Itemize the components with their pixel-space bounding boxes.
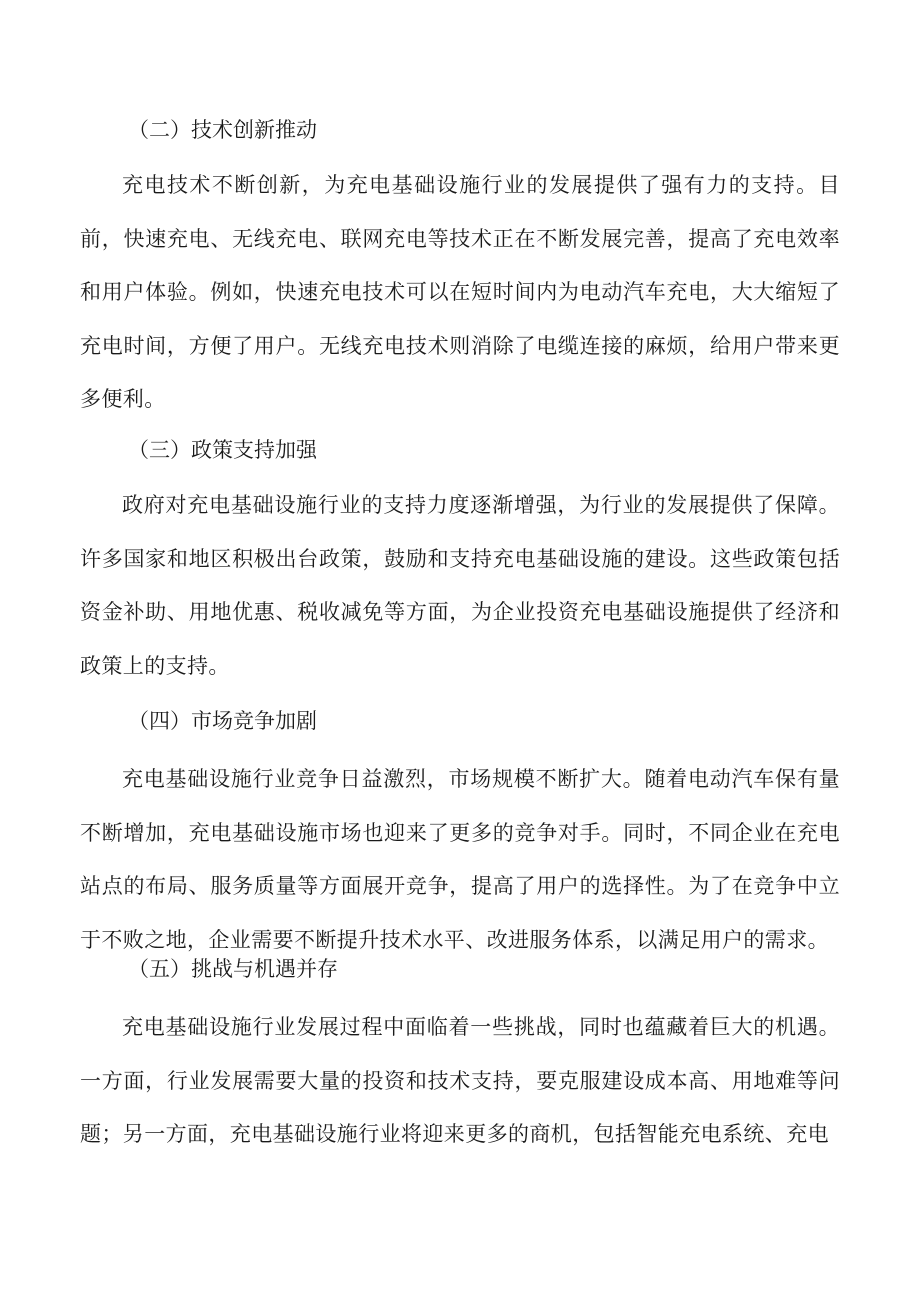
section-paragraph-challenges: 充电基础设施行业发展过程中面临着一些挑战，同时也蕴藏着巨大的机遇。一方面，行业发展需要大量的投资和技术支持，要克服建设成本高、用地难等问题；另一方面，充电基础设施行业将迎来更多的商机，包括智能充电系统、充电 [80,1015,840,1146]
section-paragraph-competition: 充电基础设施行业竞争日益激烈，市场规模不断扩大。随着电动汽车保有量不断增加，充电基础设施市场也迎来了更多的竞争对手。同时，不同企业在充电站点的布局、服务质量等方面展开竞争，提高了用户的选择性。为了在竞争中立于不败之地，企业需要不断提升技术水平、改进服务体系，以满足用户的需求。 [80,767,840,952]
section-heading-technology: （二）技术创新推动 [128,118,317,142]
section-heading-competition: （四）市场竞争加剧 [128,709,317,733]
section-heading-challenges: （五）挑战与机遇并存 [128,957,338,981]
section-paragraph-policy: 政府对充电基础设施行业的支持力度逐渐增强，为行业的发展提供了保障。许多国家和地区积极出台政策，鼓励和支持充电基础设施的建设。这些政策包括资金补助、用地优惠、税收减免等方面，为企业投资充电基础设施提供了经济和政策上的支持。 [80,493,840,678]
section-paragraph-technology: 充电技术不断创新，为充电基础设施行业的发展提供了强有力的支持。目前，快速充电、无线充电、联网充电等技术正在不断发展完善，提高了充电效率和用户体验。例如，快速充电技术可以在短时间内为电动汽车充电，大大缩短了充电时间，方便了用户。无线充电技术则消除了电缆连接的麻烦，给用户带来更多便利。 [80,173,840,411]
section-heading-policy: （三）政策支持加强 [128,438,317,462]
